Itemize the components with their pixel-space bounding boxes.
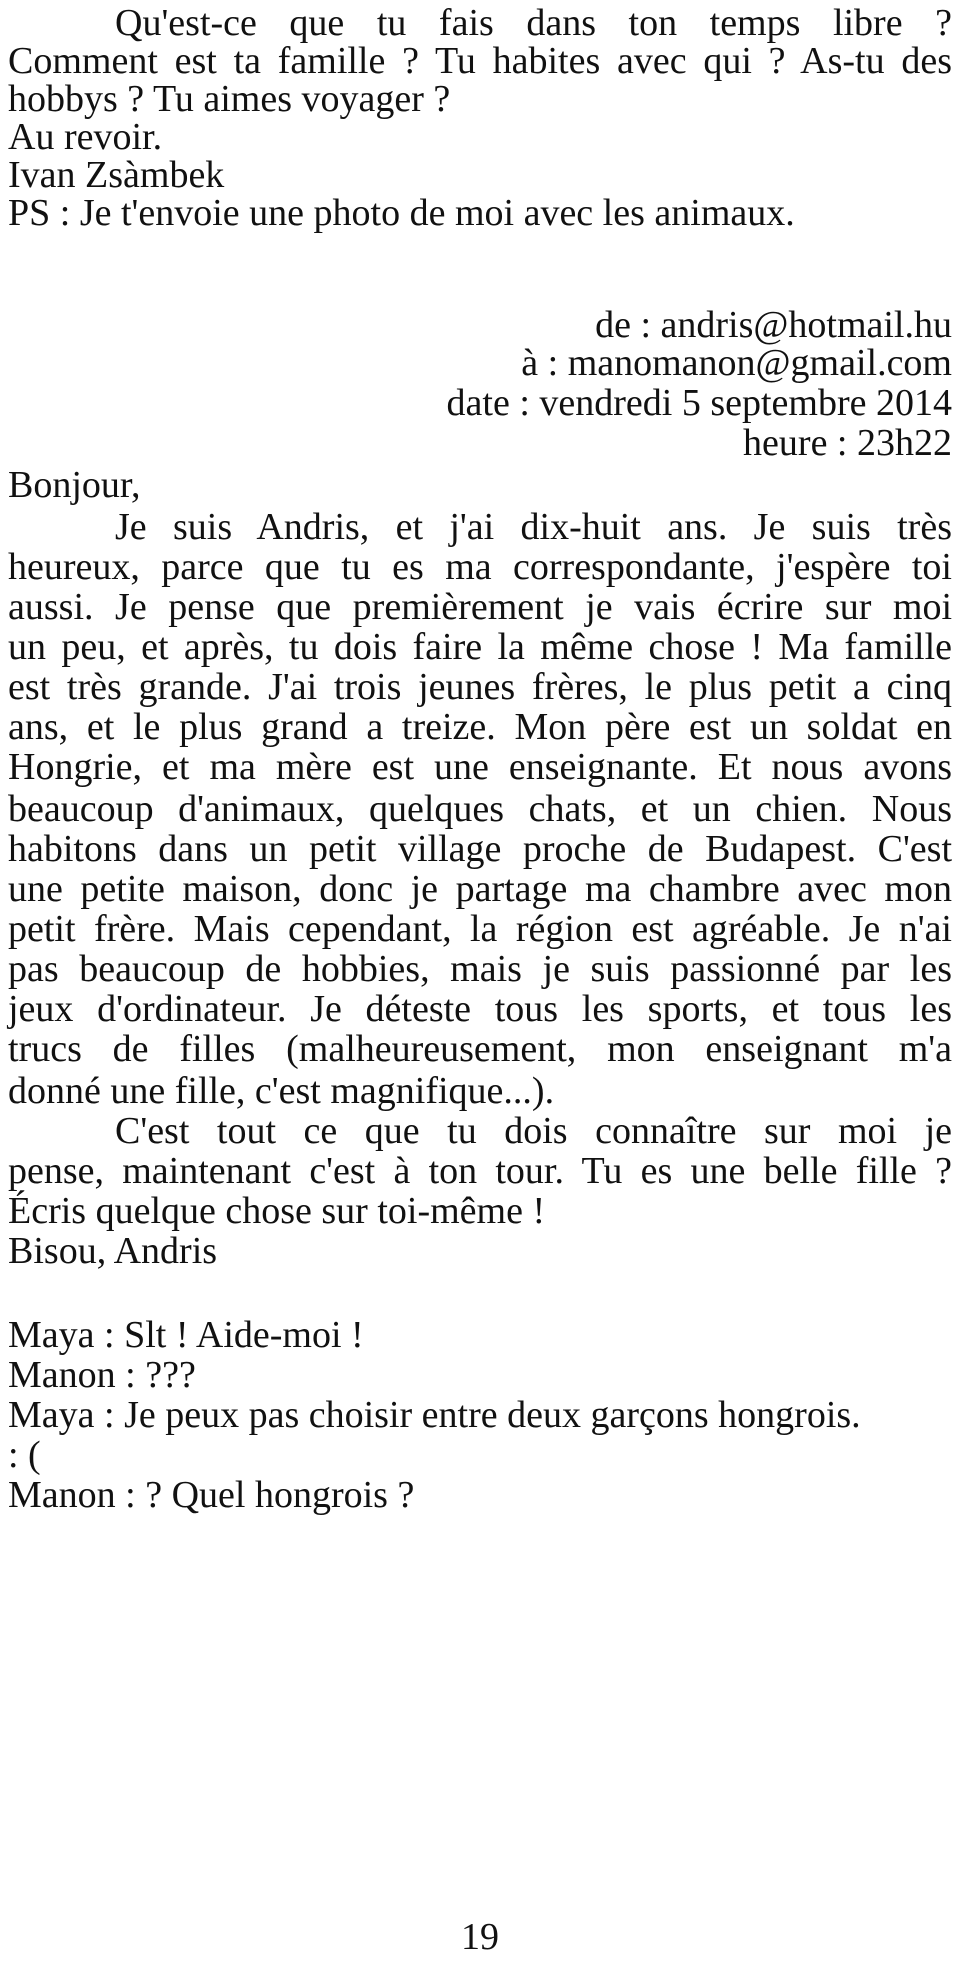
text-line: une petite maison, donc je partage ma chambre avec mon bbox=[8, 868, 952, 910]
text-line: donné une fille, c'est magnifique...). bbox=[8, 1070, 555, 1112]
chat-line: Manon : ? Quel hongrois ? bbox=[8, 1474, 415, 1516]
text-line: est très grande. J'ai trois jeunes frères, le plus petit a cinq bbox=[8, 666, 952, 708]
text-line: Comment est ta famille ? Tu habites avec qui ? As-tu des bbox=[8, 40, 952, 82]
chat-line: : ( bbox=[8, 1434, 41, 1476]
text-line: un peu, et après, tu dois faire la même chose ! Ma famille bbox=[8, 626, 952, 668]
text-line: Hongrie, et ma mère est une enseignante. Et nous avons bbox=[8, 746, 952, 788]
signature-ivan: Ivan Zsàmbek bbox=[8, 154, 225, 196]
text-line: habitons dans un petit village proche de Budapest. C'est bbox=[8, 828, 952, 870]
text-line: Écris quelque chose sur toi-même ! bbox=[8, 1190, 546, 1232]
text-line: pense, maintenant c'est à ton tour. Tu es une belle fille ? bbox=[8, 1150, 952, 1192]
email-time: heure : 23h22 bbox=[743, 422, 952, 464]
email-from: de : andris@hotmail.hu bbox=[595, 304, 952, 346]
text-line: Au revoir. bbox=[8, 116, 163, 158]
text-line: hobbys ? Tu aimes voyager ? bbox=[8, 78, 451, 120]
text-line: Qu'est-ce que tu fais dans ton temps libre ? bbox=[115, 2, 952, 44]
text-line: pas beaucoup de hobbies, mais je suis passionné par les bbox=[8, 948, 952, 990]
postscript: PS : Je t'envoie une photo de moi avec les animaux. bbox=[8, 192, 795, 234]
chat-line: Maya : Je peux pas choisir entre deux garçons hongrois. bbox=[8, 1394, 861, 1436]
text-line: petit frère. Mais cependant, la région est agréable. Je n'ai bbox=[8, 908, 952, 950]
chat-line: Maya : Slt ! Aide-moi ! bbox=[8, 1314, 364, 1356]
text-line: C'est tout ce que tu dois connaître sur moi je bbox=[115, 1110, 952, 1152]
email-to: à : manomanon@gmail.com bbox=[521, 342, 952, 384]
text-line: Je suis Andris, et j'ai dix-huit ans. Je suis très bbox=[115, 506, 952, 548]
signature-andris: Bisou, Andris bbox=[8, 1230, 218, 1272]
text-line: aussi. Je pense que premièrement je vais écrire sur moi bbox=[8, 586, 952, 628]
page-number: 19 bbox=[461, 1916, 499, 1958]
email-date: date : vendredi 5 septembre 2014 bbox=[446, 382, 952, 424]
text-line: beaucoup d'animaux, quelques chats, et un chien. Nous bbox=[8, 788, 952, 830]
greeting: Bonjour, bbox=[8, 464, 141, 506]
chat-line: Manon : ??? bbox=[8, 1354, 196, 1396]
text-line: jeux d'ordinateur. Je déteste tous les sports, et tous les bbox=[8, 988, 952, 1030]
text-line: ans, et le plus grand a treize. Mon père est un soldat en bbox=[8, 706, 952, 748]
text-line: trucs de filles (malheureusement, mon enseignant m'a bbox=[8, 1028, 952, 1070]
text-line: heureux, parce que tu es ma correspondante, j'espère toi bbox=[8, 546, 952, 588]
